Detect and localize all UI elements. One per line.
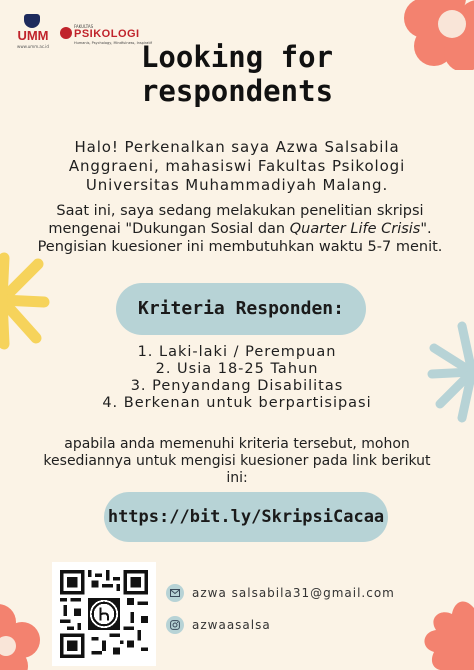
closing-text: apabila anda memenuhi kriteria tersebut, mohon kesediannya untuk mengisi kuesioner pada link berikut ini:	[43, 436, 431, 486]
umm-logo-url: www.umm.ac.id	[17, 44, 49, 49]
title-line-1: Looking for	[140, 40, 334, 74]
instagram-handle: azwaasalsa	[192, 618, 271, 632]
teal-starburst-decoration	[426, 318, 474, 428]
intro-text: Halo! Perkenalkan saya Azwa Salsabila Anggraeni, mahasiswi Fakultas Psikologi Universitas Muhammadiyah Malang.	[68, 138, 406, 194]
pink-wavy-shape-decoration	[394, 594, 474, 670]
psikologi-emblem-icon	[60, 27, 72, 39]
instagram-icon	[166, 616, 184, 634]
title-line-2: respondents	[140, 74, 334, 108]
research-topic-italic: Quarter Life Crisis	[289, 221, 421, 237]
criteria-list	[60, 344, 414, 412]
survey-link[interactable]: https://bit.ly/SkripsiCacaa	[104, 492, 388, 542]
qr-code[interactable]	[52, 562, 156, 666]
umm-logo-text: UMM	[17, 28, 49, 43]
email-address: azwa salsabila31@gmail.com	[192, 586, 395, 600]
criteria-item: 1. Laki-laki / Perempuan	[137, 344, 337, 360]
psikologi-logo-tagline: Humanis, Psychology, Mindfulness, Inspiratif	[74, 41, 153, 45]
umm-emblem-icon	[24, 14, 40, 28]
pink-flower-bottom-left-decoration	[0, 600, 50, 670]
contact-instagram[interactable]	[166, 616, 271, 634]
qr-code-icon	[60, 568, 148, 660]
psikologi-logo-text: PSIKOLOGI	[74, 28, 140, 40]
mail-icon	[166, 584, 184, 602]
criteria-item: 4. Berkenan untuk berpartisipasi	[102, 395, 372, 411]
research-paragraph-end: ". Pengisian kuesioner ini membutuhkan waktu 5-7 menit.	[37, 221, 443, 255]
research-paragraph	[30, 202, 450, 256]
yellow-starburst-decoration	[0, 252, 50, 352]
contact-email[interactable]	[166, 584, 395, 602]
research-paragraph-start: Saat ini, saya sedang melakukan penelitian skripsi mengenai "Dukungan Sosial dan	[48, 203, 424, 237]
page-title	[0, 40, 474, 108]
criteria-item: 3. Penyandang Disabilitas	[130, 378, 344, 394]
psikologi-logo-small: FAKULTAS	[74, 24, 94, 29]
criteria-item: 2. Usia 18-25 Tahun	[155, 361, 319, 377]
criteria-heading: Kriteria Responden:	[116, 283, 366, 335]
